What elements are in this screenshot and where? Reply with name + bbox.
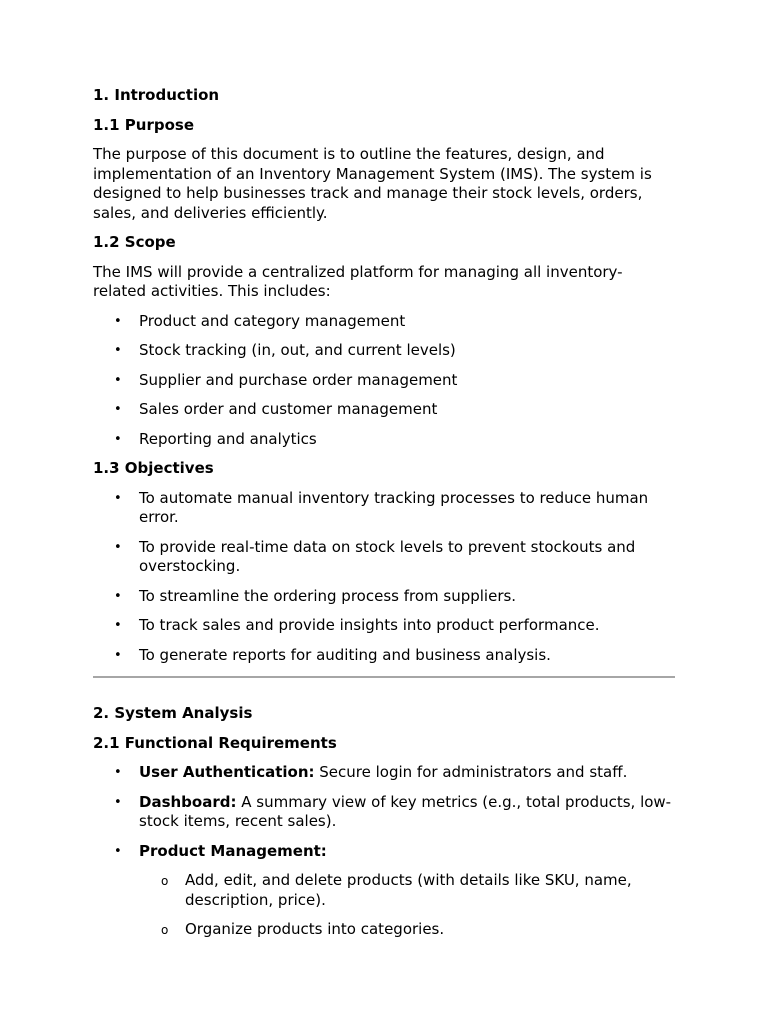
bullet-icon: • — [114, 343, 122, 358]
list-item — [93, 538, 675, 577]
document-page — [93, 86, 675, 950]
requirement-label: Dashboard: — [139, 792, 237, 811]
list-item — [93, 312, 675, 332]
list-item — [93, 430, 675, 450]
list-item — [93, 587, 675, 607]
bullet-icon: • — [114, 843, 122, 859]
scope-list — [93, 312, 675, 450]
bullet-icon: • — [114, 647, 122, 663]
sub-list-item — [139, 871, 675, 910]
bullet-icon: • — [114, 539, 122, 555]
section-heading-introduction: 1. Introduction — [93, 86, 220, 104]
bullet-icon: • — [114, 794, 122, 810]
scope-paragraph: The IMS will provide a centralized platform for managing all inventory-related activities. This includes: — [93, 262, 623, 300]
list-item — [93, 842, 675, 940]
product-management-sublist — [139, 871, 675, 940]
bullet-icon: • — [114, 588, 122, 604]
functional-requirements-list — [93, 763, 675, 940]
bullet-icon: • — [114, 402, 122, 417]
objectives-list — [93, 489, 675, 666]
purpose-paragraph: The purpose of this document is to outline the features, design, and implementation of an Inventory Management System (IMS). The system is designed to help businesses track and manage their stock levels, orders, sales, and deliveries efficiently. — [93, 145, 652, 222]
requirement-label: User Authentication: — [139, 763, 315, 781]
list-item-text: To automate manual inventory tracking processes to reduce human error. — [139, 488, 649, 526]
list-item-text: Stock tracking (in, out, and current levels) — [139, 341, 456, 359]
list-item-text: Sales order and customer management — [139, 400, 438, 418]
horizontal-divider — [93, 676, 675, 678]
requirement-label: Product Management: — [139, 841, 327, 860]
list-item — [93, 616, 675, 636]
list-item — [93, 793, 675, 832]
subsection-heading-scope: 1.2 Scope — [93, 233, 176, 251]
list-item — [93, 371, 675, 391]
list-item-text: To provide real-time data on stock levels to prevent stockouts and overstocking. — [139, 537, 636, 575]
requirement-text: A summary view of key metrics (e.g., total products, low-stock items, recent sales). — [139, 792, 672, 830]
list-item-text: Product and category management — [139, 311, 406, 330]
bullet-icon: • — [114, 313, 122, 329]
bullet-icon: • — [114, 372, 122, 388]
list-item-text: To generate reports for auditing and business analysis. — [139, 645, 551, 664]
list-item — [93, 341, 675, 361]
sub-list-item — [139, 920, 675, 940]
circle-bullet-icon: o — [161, 874, 169, 888]
list-item — [93, 489, 675, 528]
requirement-text: Secure login for administrators and staff. — [314, 763, 628, 781]
sub-list-item-text: Add, edit, and delete products (with details like SKU, name, description, price). — [185, 871, 632, 909]
sub-list-item-text: Organize products into categories. — [185, 920, 445, 938]
list-item — [93, 400, 675, 420]
list-item-text: To track sales and provide insights into product performance. — [139, 616, 600, 634]
circle-bullet-icon: o — [161, 923, 169, 937]
bullet-icon: • — [114, 431, 122, 447]
subsection-heading-purpose: 1.1 Purpose — [93, 115, 195, 134]
bullet-icon: • — [114, 765, 122, 780]
list-item-text: Reporting and analytics — [139, 429, 317, 448]
bullet-icon: • — [114, 490, 122, 506]
subsection-heading-objectives: 1.3 Objectives — [93, 459, 214, 477]
list-item — [93, 646, 675, 666]
section-heading-system-analysis: 2. System Analysis — [93, 704, 253, 722]
list-item — [93, 763, 675, 783]
list-item-text: Supplier and purchase order management — [139, 370, 458, 389]
bullet-icon: • — [114, 618, 122, 633]
list-item-text: To streamline the ordering process from suppliers. — [139, 586, 517, 605]
subsection-heading-functional-requirements: 2.1 Functional Requirements — [93, 733, 337, 752]
